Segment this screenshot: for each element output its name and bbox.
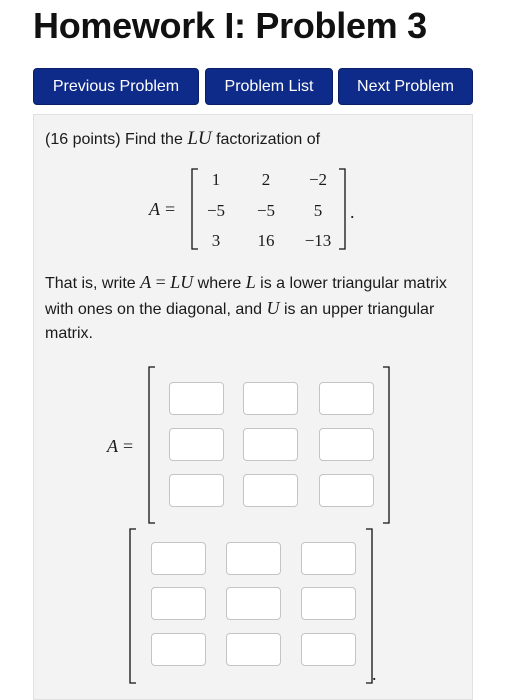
u-matrix-entry-input[interactable] [301, 587, 356, 620]
page-title: Homework I: Problem 3 [33, 5, 427, 46]
given-matrix-label [149, 199, 175, 220]
problem-list-button[interactable]: Problem List [205, 68, 333, 105]
given-matrix-period: . [350, 202, 355, 222]
matrix-cell: 1 [211, 170, 221, 189]
symbol-a: A [140, 272, 152, 292]
symbol-u: U [266, 298, 280, 318]
matrix-cell: 5 [313, 201, 323, 220]
next-problem-button[interactable]: Next Problem [338, 68, 473, 105]
l-matrix-entry-input[interactable] [243, 428, 298, 461]
l-matrix-entry-input[interactable] [319, 382, 374, 415]
u-matrix-entry-input[interactable] [151, 542, 206, 575]
l-matrix-entry-input[interactable] [169, 382, 224, 415]
u-matrix-entry-input[interactable] [151, 587, 206, 620]
u-matrix-entry-input[interactable] [226, 587, 281, 620]
matrix-cell: 16 [257, 231, 275, 250]
u-matrix-entry-input[interactable] [151, 633, 206, 666]
previous-problem-button[interactable]: Previous Problem [33, 68, 199, 105]
answer-label [107, 436, 133, 457]
matrix-name: A [149, 199, 160, 219]
answer-equals-sign: = [123, 436, 134, 456]
explanation-part: is a lower triangular matrix with ones on the diagonal, and [45, 275, 447, 318]
answer-period: . [372, 664, 377, 684]
u-matrix-entry-input[interactable] [301, 542, 356, 575]
l-matrix-entry-input[interactable] [319, 474, 374, 507]
l-matrix-entry-input[interactable] [169, 474, 224, 507]
l-matrix-entry-input[interactable] [243, 474, 298, 507]
matrix-cell: 3 [211, 231, 221, 250]
symbol-equals: = [155, 272, 166, 292]
matrix-cell: 2 [261, 170, 271, 189]
l-matrix-entry-input[interactable] [319, 428, 374, 461]
matrix-cell: −13 [304, 231, 332, 250]
explanation-part: where [197, 275, 242, 292]
matrix-cell: −5 [206, 201, 226, 220]
matrix-cell: −2 [308, 170, 328, 189]
explanation-part: is an upper triangular matrix. [45, 301, 435, 342]
l-matrix-entry-input[interactable] [169, 428, 224, 461]
u-matrix-entry-input[interactable] [301, 633, 356, 666]
u-matrix-entry-input[interactable] [226, 542, 281, 575]
symbol-lu: LU [170, 272, 194, 292]
points-text: (16 points) Find the [45, 131, 183, 148]
equals-sign: = [165, 199, 176, 219]
factorization-text: factorization of [216, 131, 321, 148]
u-matrix-left-bracket [128, 528, 138, 684]
explanation-text [45, 270, 455, 346]
l-matrix-entry-input[interactable] [243, 382, 298, 415]
u-matrix-right-bracket [365, 528, 375, 684]
l-matrix-right-bracket [382, 366, 392, 524]
symbol-l: L [245, 272, 256, 292]
question-text [45, 128, 320, 151]
given-matrix-right-bracket [338, 168, 348, 250]
matrix-cell: −5 [256, 201, 276, 220]
u-matrix-entry-input[interactable] [226, 633, 281, 666]
l-matrix-left-bracket [147, 366, 157, 524]
lu-symbol: LU [187, 128, 212, 149]
explanation-part: That is, write [45, 275, 136, 292]
answer-matrix-name: A [107, 436, 118, 456]
